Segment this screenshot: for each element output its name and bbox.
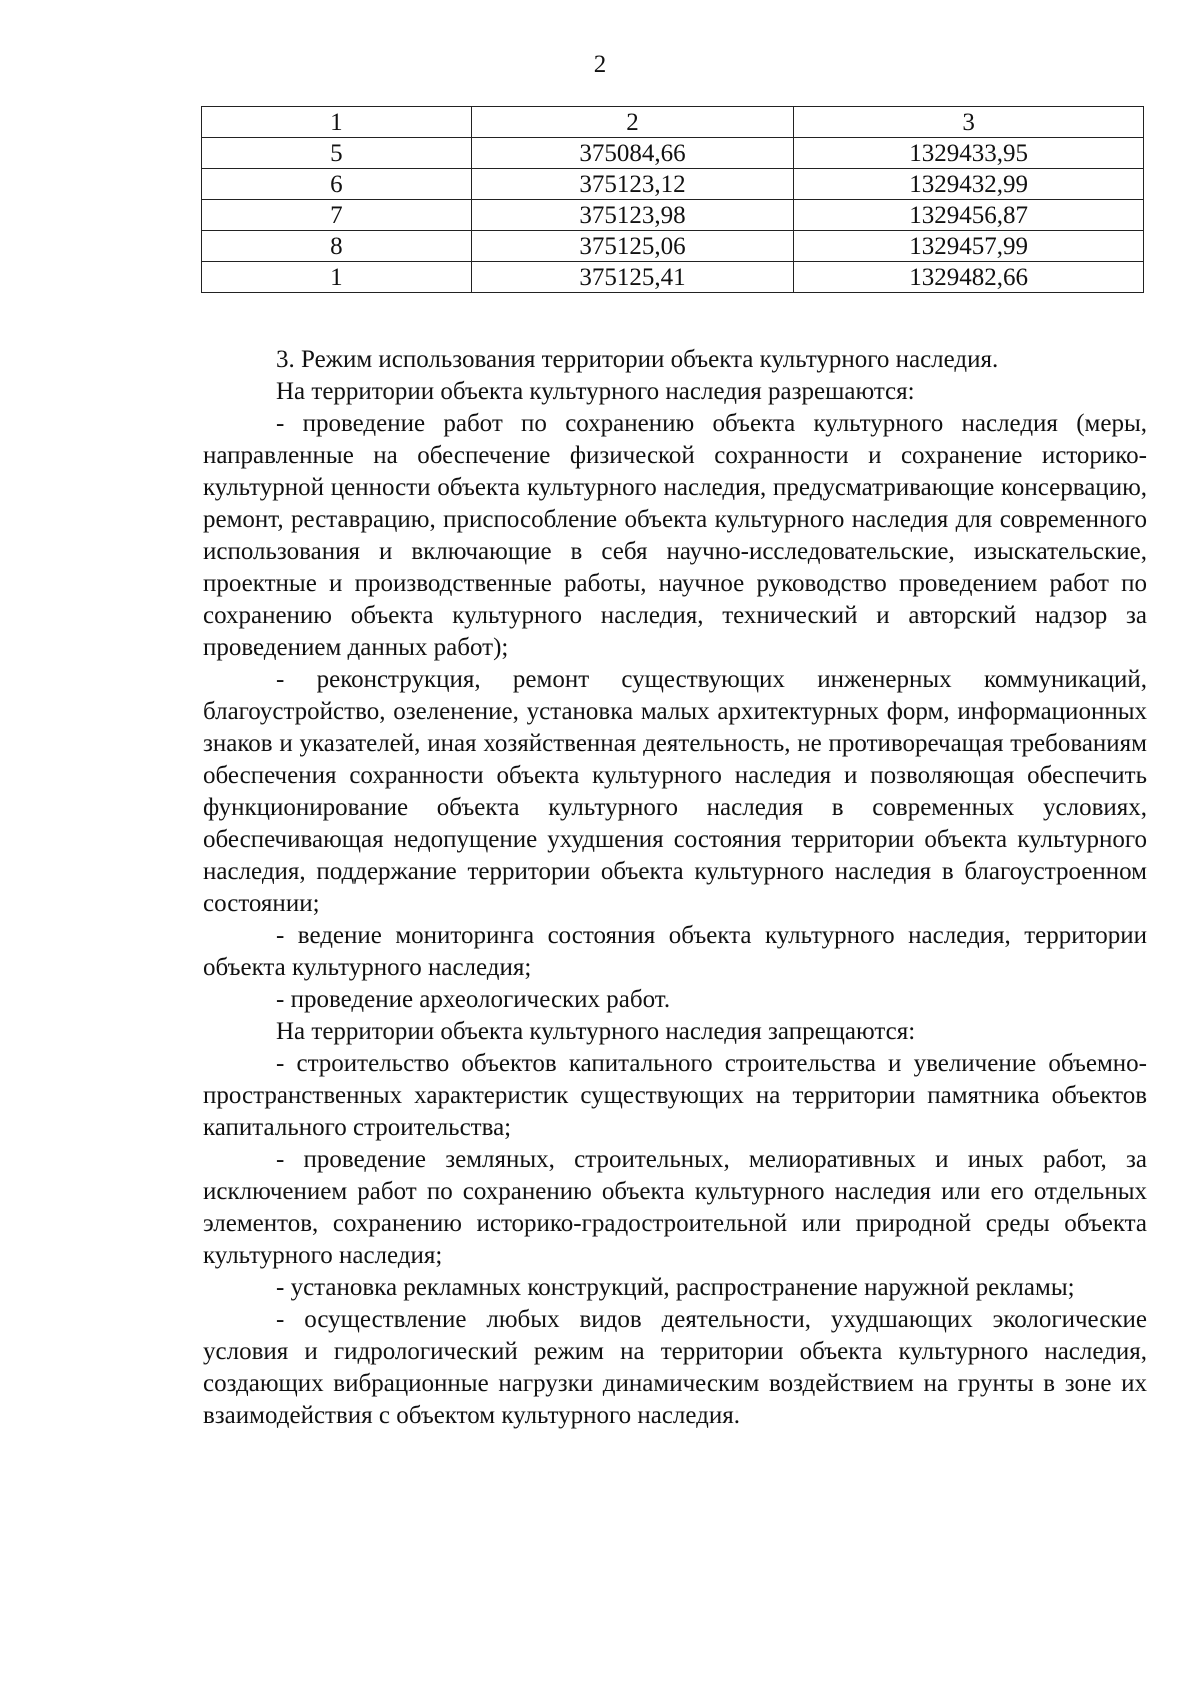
table-row <box>202 200 1144 231</box>
x-coordinate-cell: 375123,12 <box>471 169 794 200</box>
point-number-cell: 5 <box>202 138 472 169</box>
y-coordinate-cell: 1329482,66 <box>794 262 1144 293</box>
table-header-cell: 1 <box>202 107 472 138</box>
table-row <box>202 169 1144 200</box>
body-text <box>203 344 1147 1432</box>
point-number-cell: 7 <box>202 200 472 231</box>
table-row <box>202 231 1144 262</box>
section-heading: 3. Режим использования территории объекта культурного наследия. <box>276 346 999 373</box>
x-coordinate-cell: 375084,66 <box>471 138 794 169</box>
table-header-row <box>202 107 1144 138</box>
table-header-cell: 2 <box>471 107 794 138</box>
list-item: - ведение мониторинга состояния объекта культурного наследия, территории объекта культурного наследия; <box>203 922 1147 981</box>
list-item: - строительство объектов капитального строительства и увеличение объемно-пространственных характеристик существующих на территории памятника объектов капитального строительства; <box>203 1050 1147 1141</box>
table-row <box>202 138 1144 169</box>
y-coordinate-cell: 1329433,95 <box>794 138 1144 169</box>
table-row <box>202 262 1144 293</box>
x-coordinate-cell: 375125,41 <box>471 262 794 293</box>
point-number-cell: 1 <box>202 262 472 293</box>
table-header-cell: 3 <box>794 107 1144 138</box>
point-number-cell: 8 <box>202 231 472 262</box>
list-item: - реконструкция, ремонт существующих инженерных коммуникаций, благоустройство, озеленение, установка малых архитектурных форм, информационных знаков и указателей, иная хозяйственная деятельность, не противоречащая требованиям обеспечения сохранности объекта культурного наследия и позволяющая обеспечить функционирование объекта культурного наследия в современных условиях, обеспечивающая недопущение ухудшения состояния территории объекта культурного наследия, поддержание территории объекта культурного наследия в благоустроенном состоянии; <box>203 666 1147 917</box>
x-coordinate-cell: 375123,98 <box>471 200 794 231</box>
list-item: - проведение работ по сохранению объекта культурного наследия (меры, направленные на обеспечение физической сохранности и сохранение историко-культурной ценности объекта культурного наследия, предусматривающие консервацию, ремонт, реставрацию, приспособление объекта культурного наследия для современного использования и включающие в себя научно-исследовательские, изыскательские, проектные и производственные работы, научное руководство проведением работ по сохранению объекта культурного наследия, технический и авторский надзор за проведением данных работ); <box>203 410 1147 661</box>
coordinates-table <box>201 106 1144 293</box>
page-number: 2 <box>593 51 607 78</box>
prohibited-intro: На территории объекта культурного наследия запрещаются: <box>276 1018 916 1045</box>
list-item: - проведение земляных, строительных, мелиоративных и иных работ, за исключением работ по сохранению объекта культурного наследия или его отдельных элементов, сохранению историко-градостроительной или природной среды объекта культурного наследия; <box>203 1146 1147 1269</box>
x-coordinate-cell: 375125,06 <box>471 231 794 262</box>
point-number-cell: 6 <box>202 169 472 200</box>
list-item: - установка рекламных конструкций, распространение наружной рекламы; <box>276 1274 1075 1301</box>
list-item: - проведение археологических работ. <box>276 986 671 1013</box>
y-coordinate-cell: 1329432,99 <box>794 169 1144 200</box>
list-item: - осуществление любых видов деятельности, ухудшающих экологические условия и гидрологический режим на территории объекта культурного наследия, создающих вибрационные нагрузки динамическим воздействием на грунты в зоне их взаимодействия с объектом культурного наследия. <box>203 1306 1147 1429</box>
y-coordinate-cell: 1329457,99 <box>794 231 1144 262</box>
y-coordinate-cell: 1329456,87 <box>794 200 1144 231</box>
permitted-intro: На территории объекта культурного наследия разрешаются: <box>276 378 915 405</box>
